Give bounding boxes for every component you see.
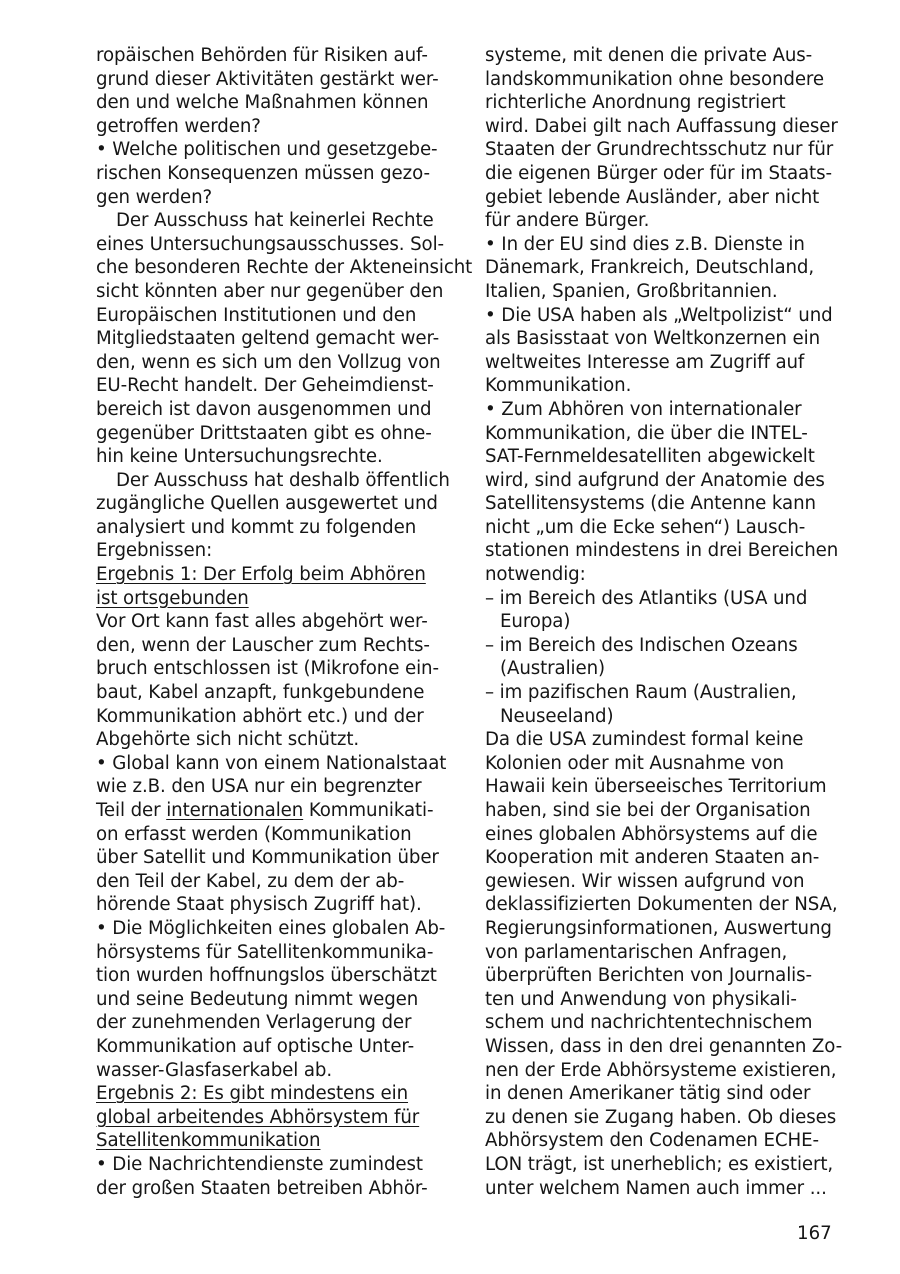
- bullet-line: • Die Möglichkeiten eines globalen Ab-: [96, 917, 446, 939]
- result-heading-line: [96, 587, 452, 611]
- dash-item-cont-line: (Australien): [500, 658, 606, 680]
- dash-item-line: – im Bereich des Atlantiks (USA und: [485, 587, 808, 609]
- text-line: hin keine Untersuchungsrechte.: [96, 446, 383, 468]
- text-line: tion wurden hoffnungslos überschätzt: [96, 965, 437, 987]
- text-line: gewiesen. Wir wissen aufgrund von: [485, 870, 805, 892]
- text-fragment: Teil der: [96, 800, 167, 821]
- paragraph-start-line: Der Ausschuss hat keinerlei Rechte: [116, 210, 434, 232]
- text-line: ropäischen Behörden für Risiken auf-: [96, 45, 428, 66]
- right-column: [485, 44, 845, 1200]
- text-line: von parlamentarischen Anfragen,: [485, 941, 788, 963]
- text-line: schem und nachrichtentechnischem: [485, 1012, 813, 1034]
- text-line: über Satellit und Kommunikation über: [96, 847, 439, 869]
- text-line: on erfasst werden (Kommunikation: [96, 823, 412, 845]
- result-2-heading-cont: global arbeitendes Abhörsystem für: [96, 1106, 420, 1128]
- dash-item-cont-line: Europa): [500, 611, 571, 633]
- result-2-heading-cont: Satellitenkommunikation: [96, 1130, 321, 1152]
- result-heading-line: [96, 1129, 452, 1153]
- text-line: Kommunikation auf optische Unter-: [96, 1035, 415, 1057]
- dash-item-cont-line: Neuseeland): [500, 705, 614, 727]
- text-line: landskommunikation ohne besondere: [485, 68, 824, 90]
- text-line: haben, sind sie bei der Organisation: [485, 800, 811, 821]
- result-heading-line: [96, 1082, 452, 1106]
- text-line: unter welchem Namen auch immer ...: [485, 1177, 827, 1199]
- text-line: der zunehmenden Verlagerung der: [96, 1012, 412, 1034]
- text-line: Europäischen Institutionen und den: [96, 304, 417, 326]
- text-line: sicht könnten aber nur gegenüber den: [96, 280, 444, 302]
- text-line: che besonderen Rechte der Akteneinsicht: [96, 257, 473, 279]
- text-line: als Basisstaat von Weltkonzernen ein: [485, 328, 821, 350]
- result-2-heading: Ergebnis 2: Es gibt mindestens ein: [96, 1083, 409, 1105]
- text-fragment: Kommunikati-: [303, 800, 434, 821]
- dash-item-line: – im pazifischen Raum (Australien,: [485, 682, 797, 704]
- text-line-with-underline: [96, 799, 452, 823]
- text-line: Kolonien oder mit Ausnahme von: [485, 752, 784, 774]
- bullet-line: • In der EU sind dies z.B. Dienste in: [485, 233, 805, 255]
- text-line: Kommunikation abhört etc.) und der: [96, 705, 424, 727]
- text-line: und seine Bedeutung nimmt wegen: [96, 988, 419, 1010]
- text-line: EU-Recht handelt. Der Geheimdienst-: [96, 375, 434, 397]
- dash-item-line: – im Bereich des Indischen Ozeans: [485, 634, 798, 656]
- text-line: wird. Dabei gilt nach Auffassung dieser: [485, 115, 838, 137]
- text-line: wasser-Glasfaserkabel ab.: [96, 1059, 333, 1081]
- text-line: bruch entschlossen ist (Mikrofone ein-: [96, 658, 439, 680]
- text-line: überprüften Berichten von Journalis-: [485, 965, 812, 987]
- text-line: Wissen, dass in den drei genannten Zo-: [485, 1035, 843, 1057]
- text-line: systeme, mit denen die private Aus-: [485, 45, 813, 66]
- result-heading-line: [96, 1106, 452, 1130]
- text-line: Vor Ort kann fast alles abgehört wer-: [96, 611, 428, 633]
- underlined-word: internationalen: [166, 800, 304, 821]
- text-line: zugängliche Quellen ausgewertet und: [96, 493, 438, 515]
- text-line: deklassifizierten Dokumenten der NSA,: [485, 894, 838, 916]
- text-line: LON trägt, ist unerheblich; es existiert,: [485, 1153, 834, 1175]
- text-line: gegenüber Drittstaaten gibt es ohne-: [96, 422, 432, 444]
- text-line: Satellitensystems (die Antenne kann: [485, 493, 816, 515]
- text-line: hörende Staat physisch Zugriff hat).: [96, 894, 422, 916]
- text-line: die eigenen Bürger oder für im Staats-: [485, 162, 832, 184]
- text-line: den und welche Maßnahmen können: [96, 92, 429, 114]
- text-line: gebiet lebende Ausländer, aber nicht: [485, 186, 820, 208]
- text-line: baut, Kabel anzapft, funkgebundene: [96, 682, 425, 704]
- text-line: den, wenn der Lauscher zum Rechts-: [96, 634, 430, 656]
- text-line: Dänemark, Frankreich, Deutschland,: [485, 257, 815, 279]
- text-line: Da die USA zumindest formal keine: [485, 729, 804, 751]
- text-line: SAT-Fernmeldesatelliten abgewickelt: [485, 446, 815, 468]
- bullet-line: • Welche politischen und gesetzgebe-: [96, 139, 438, 161]
- bullet-line: • Die USA haben als „Weltpolizist“ und: [485, 304, 833, 326]
- text-line: Regierungsinformationen, Auswertung: [485, 917, 832, 939]
- text-line: gen werden?: [96, 186, 213, 208]
- text-line: Kommunikation, die über die INTEL-: [485, 422, 808, 444]
- text-line: rischen Konsequenzen müssen gezo-: [96, 162, 430, 184]
- text-line: Abhörsystem den Codenamen ECHE-: [485, 1130, 819, 1152]
- text-line: nen der Erde Abhörsysteme existieren,: [485, 1059, 837, 1081]
- text-line: bereich ist davon ausgenommen und: [96, 398, 432, 420]
- text-line: der großen Staaten betreiben Abhör-: [96, 1177, 428, 1199]
- text-line: weltweites Interesse am Zugriff auf: [485, 351, 805, 373]
- bullet-line: • Die Nachrichtendienste zumindest: [96, 1153, 423, 1175]
- result-1-heading: Ergebnis 1: Der Erfolg beim Abhören: [96, 564, 426, 586]
- text-line: eines Untersuchungsausschusses. Sol-: [96, 233, 445, 255]
- text-line: zu denen sie Zugang haben. Ob dieses: [485, 1106, 837, 1128]
- text-line: Hawaii kein überseeisches Territorium: [485, 776, 827, 798]
- text-line: Staaten der Grundrechtsschutz nur für: [485, 139, 834, 161]
- text-line: grund dieser Aktivitäten gestärkt wer-: [96, 68, 439, 90]
- text-line: richterliche Anordnung registriert: [485, 92, 786, 114]
- paragraph-start-line: Der Ausschuss hat deshalb öffentlich: [116, 469, 450, 491]
- text-line: hörsystems für Satellitenkommunika-: [96, 941, 434, 963]
- bullet-line: • Global kann von einem Nationalstaat: [96, 752, 447, 774]
- text-line: nicht „um die Ecke sehen“) Lausch-: [485, 516, 806, 538]
- result-heading-line: [96, 563, 452, 587]
- text-line: getroffen werden?: [96, 115, 261, 137]
- result-1-heading-cont: ist ortsgebunden: [96, 587, 249, 609]
- text-line: Italien, Spanien, Großbritannien.: [485, 280, 778, 302]
- text-line: Kommunikation.: [485, 375, 632, 397]
- text-line: Abgehörte sich nicht schützt.: [96, 729, 360, 751]
- text-line: den Teil der Kabel, zu dem der ab-: [96, 870, 405, 892]
- text-line: eines globalen Abhörsystems auf die: [485, 823, 818, 845]
- text-line: Ergebnissen:: [96, 540, 213, 562]
- text-line: stationen mindestens in drei Bereichen: [485, 540, 839, 562]
- left-column: [96, 44, 473, 1200]
- text-line: notwendig:: [485, 564, 586, 586]
- text-line: wie z.B. den USA nur ein begrenzter: [96, 776, 422, 798]
- text-line: für andere Bürger.: [485, 210, 650, 232]
- text-line: den, wenn es sich um den Vollzug von: [96, 351, 441, 373]
- text-line: analysiert und kommt zu folgenden: [96, 516, 417, 538]
- text-line: in denen Amerikaner tätig sind oder: [485, 1083, 811, 1105]
- bullet-line: • Zum Abhören von internationaler: [485, 398, 802, 420]
- text-line: ten und Anwendung von physikali-: [485, 988, 797, 1010]
- text-line: Mitgliedstaaten geltend gemacht wer-: [96, 328, 440, 350]
- page-number: 167: [797, 1223, 832, 1244]
- text-line: Kooperation mit anderen Staaten an-: [485, 847, 820, 869]
- text-line: wird, sind aufgrund der Anatomie des: [485, 469, 825, 491]
